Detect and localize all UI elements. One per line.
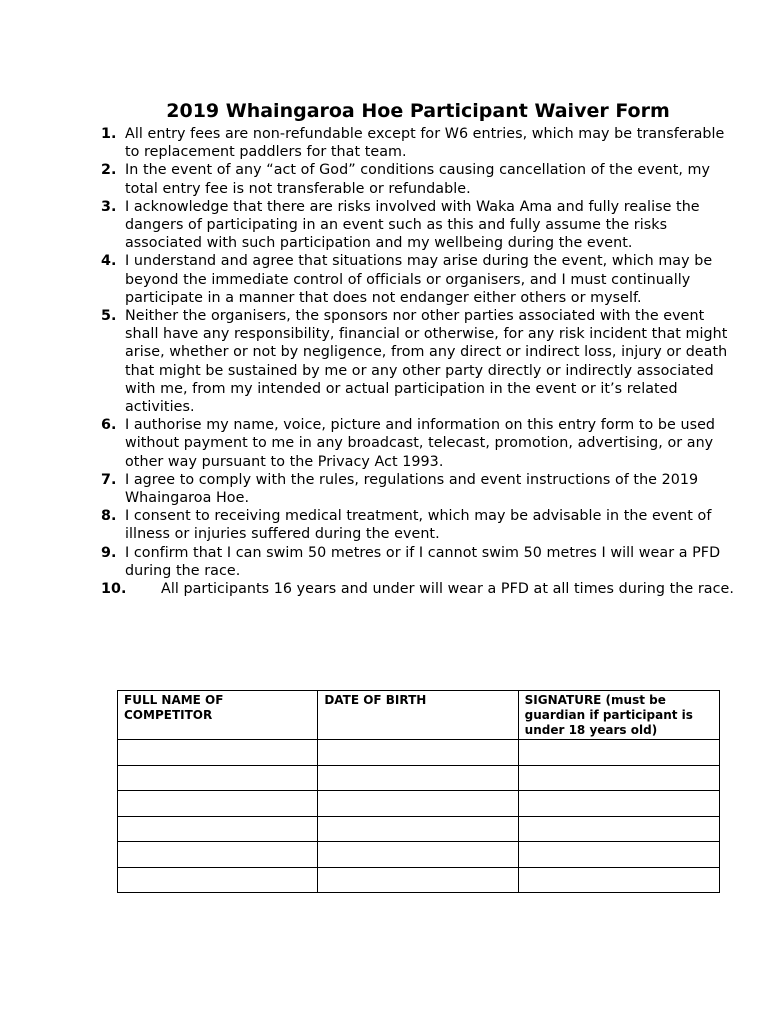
- date-of-birth-cell[interactable]: [318, 791, 518, 817]
- waiver-clause: [101, 307, 741, 416]
- table-row: [118, 842, 720, 868]
- waiver-clause: [101, 507, 741, 543]
- full-name-cell[interactable]: [118, 765, 318, 791]
- date-of-birth-cell[interactable]: [318, 842, 518, 868]
- signature-cell[interactable]: [518, 867, 719, 893]
- column-header-signature: SIGNATURE (must be guardian if participant is under 18 years old): [518, 691, 719, 740]
- clause-text: All entry fees are non-refundable except for W6 entries, which may be transferable to replacement paddlers for that team.: [125, 126, 725, 161]
- clause-number: 8.: [101, 508, 117, 525]
- full-name-cell[interactable]: [118, 816, 318, 842]
- column-header-full-name: FULL NAME OF COMPETITOR: [118, 691, 318, 740]
- clause-text: I acknowledge that there are risks involved with Waka Ama and fully realise the dangers of participating in an event such as this and fully assume the risks associated with such participation and my wellbeing during the event.: [125, 198, 700, 252]
- signature-cell[interactable]: [518, 740, 719, 766]
- clause-text: All participants 16 years and under will wear a PFD at all times during the race.: [161, 581, 734, 598]
- waiver-clause-list: [101, 125, 741, 598]
- waiver-clause: [101, 416, 741, 471]
- signature-cell[interactable]: [518, 765, 719, 791]
- clause-number: 10.: [101, 581, 127, 598]
- clause-number: 2.: [101, 162, 117, 179]
- table-row: [118, 740, 720, 766]
- date-of-birth-cell[interactable]: [318, 816, 518, 842]
- column-header-date-of-birth: DATE OF BIRTH: [318, 691, 518, 740]
- clause-number: 4.: [101, 253, 117, 270]
- table-row: [118, 816, 720, 842]
- clause-text: I authorise my name, voice, picture and information on this entry form to be used without payment to me in any broadcast, telecast, promotion, advertising, or any other way pursuant to the Privacy Act 1993.: [125, 417, 716, 470]
- clause-text: I confirm that I can swim 50 metres or if I cannot swim 50 metres I will wear a PFD during the race.: [125, 544, 721, 579]
- waiver-clause: [101, 125, 741, 161]
- full-name-cell[interactable]: [118, 791, 318, 817]
- clause-number: 5.: [101, 308, 117, 325]
- clause-text: In the event of any “act of God” conditions causing cancellation of the event, my total entry fee is not transferable or refundable.: [125, 162, 711, 197]
- clause-number: 3.: [101, 198, 117, 215]
- signature-cell[interactable]: [518, 791, 719, 817]
- full-name-cell[interactable]: [118, 867, 318, 893]
- date-of-birth-cell[interactable]: [318, 740, 518, 766]
- waiver-clause: [101, 471, 741, 507]
- waiver-clause: [101, 252, 741, 307]
- waiver-clause: [101, 580, 741, 598]
- page-title: 2019 Whaingaroa Hoe Participant Waiver Form: [166, 99, 670, 122]
- table-row: [118, 791, 720, 817]
- date-of-birth-cell[interactable]: [318, 765, 518, 791]
- clause-number: 9.: [101, 544, 117, 561]
- full-name-cell[interactable]: [118, 740, 318, 766]
- table-row: [118, 765, 720, 791]
- table-header-row: [118, 691, 720, 740]
- signature-table: [117, 690, 720, 893]
- waiver-clause: [101, 161, 741, 197]
- waiver-clause: [101, 198, 741, 253]
- clause-text: I understand and agree that situations may arise during the event, which may be beyond the immediate control of officials or organisers, and I must continually participate in a manner that does not endanger either others or myself.: [125, 253, 713, 306]
- waiver-clause: [101, 544, 741, 580]
- clause-text: Neither the organisers, the sponsors nor other parties associated with the event shall have any responsibility, financial or otherwise, for any risk incident that might arise, whether or not by negligence, from any direct or indirect loss, injury or death that might be sustained by me or any other party directly or indirectly associated with me, from my intended or actual participation in the event or it’s related activities.: [125, 308, 728, 416]
- table-row: [118, 867, 720, 893]
- signature-cell[interactable]: [518, 816, 719, 842]
- signature-cell[interactable]: [518, 842, 719, 868]
- date-of-birth-cell[interactable]: [318, 867, 518, 893]
- clause-text: I consent to receiving medical treatment, which may be advisable in the event of illness or injuries suffered during the event.: [125, 508, 712, 543]
- clause-number: 1.: [101, 126, 117, 142]
- clause-text: I agree to comply with the rules, regulations and event instructions of the 2019 Whaingaroa Hoe.: [125, 471, 699, 507]
- clause-number: 6.: [101, 417, 117, 434]
- full-name-cell[interactable]: [118, 842, 318, 868]
- clause-number: 7.: [101, 471, 117, 488]
